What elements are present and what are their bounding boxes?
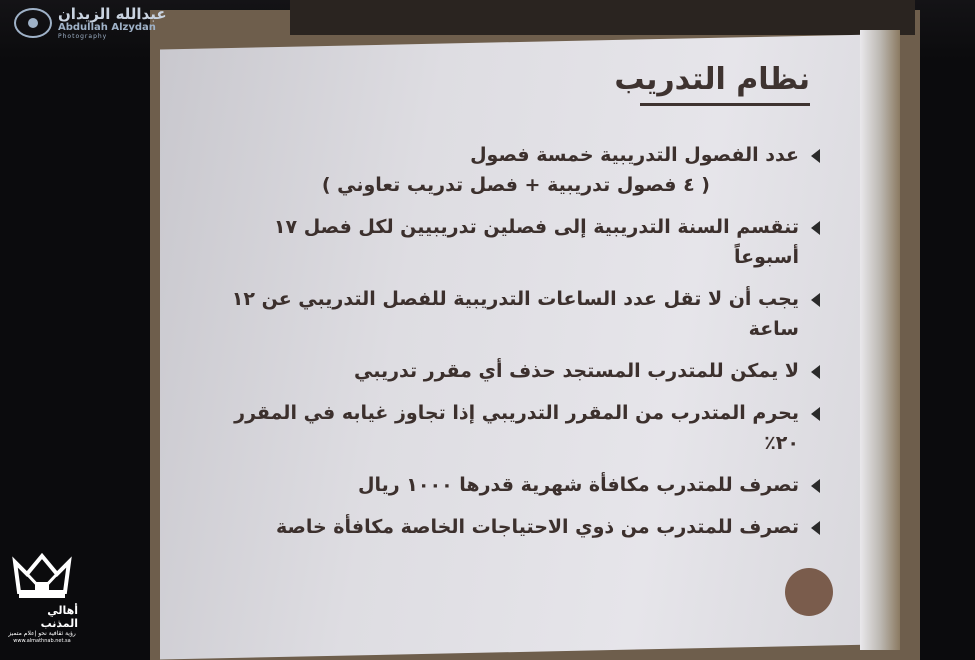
crown-logo-icon	[11, 552, 73, 602]
bullet-text: يحرم المتدرب من المقرر التدريبي إذا تجاوز غيابه في المقرر ٢٠٪	[234, 402, 799, 454]
bullet-arrow-icon	[811, 293, 820, 307]
eye-logo-icon	[14, 8, 52, 38]
bullet-arrow-icon	[811, 521, 820, 535]
bullet-text: تصرف للمتدرب من ذوي الاحتياجات الخاصة مكافأة خاصة	[275, 516, 799, 538]
site-url: www.almathnab.net.sa	[13, 638, 71, 644]
bullet-item	[220, 140, 820, 200]
bullet-list	[220, 140, 820, 542]
bullet-text: يجب أن لا تقل عدد الساعات التدريبية للفصل التدريبي عن ١٢ ساعة	[231, 288, 799, 340]
bullet-arrow-icon	[811, 365, 820, 379]
bullet-arrow-icon	[811, 407, 820, 421]
bullet-item	[220, 470, 820, 500]
bullet-item	[220, 398, 820, 458]
screen-side-edge	[860, 30, 900, 650]
bullet-item	[220, 284, 820, 344]
watermark-arabic-name: عبدالله الزيدان	[58, 5, 167, 23]
site-logo-watermark	[6, 552, 78, 648]
bullet-arrow-icon	[811, 479, 820, 493]
bullet-text: تصرف للمتدرب مكافأة شهرية قدرها ١٠٠٠ ريال	[357, 474, 799, 496]
bullet-arrow-icon	[811, 149, 820, 163]
site-name: أهالي المذنب	[40, 604, 78, 630]
bullet-item	[220, 512, 820, 542]
bullet-text: لا يمكن للمتدرب المستجد حذف أي مقرر تدريبي	[353, 360, 799, 382]
slide-title: نظام التدريب	[614, 62, 810, 97]
bullet-subtext: ( ٤ فصول تدريبية + فصل تدريب تعاوني )	[321, 174, 710, 196]
screen-top-strip	[290, 0, 915, 35]
bullet-text: تنقسم السنة التدريبية إلى فصلين تدريبيين لكل فصل ١٧ أسبوعاً	[273, 216, 799, 268]
bullet-item	[220, 356, 820, 386]
title-underline	[640, 103, 810, 106]
slide-decoration-circle	[785, 568, 833, 616]
watermark-latin-name: Abdullah Alzydan	[58, 22, 156, 33]
bullet-text: عدد الفصول التدريبية خمسة فصول	[470, 144, 799, 166]
watermark-subtitle: Photography	[58, 33, 108, 40]
site-tagline: رؤية ثقافية نحو إعلام متميز	[8, 630, 76, 637]
photographer-watermark	[14, 6, 167, 40]
bullet-arrow-icon	[811, 221, 820, 235]
bullet-item	[220, 212, 820, 272]
